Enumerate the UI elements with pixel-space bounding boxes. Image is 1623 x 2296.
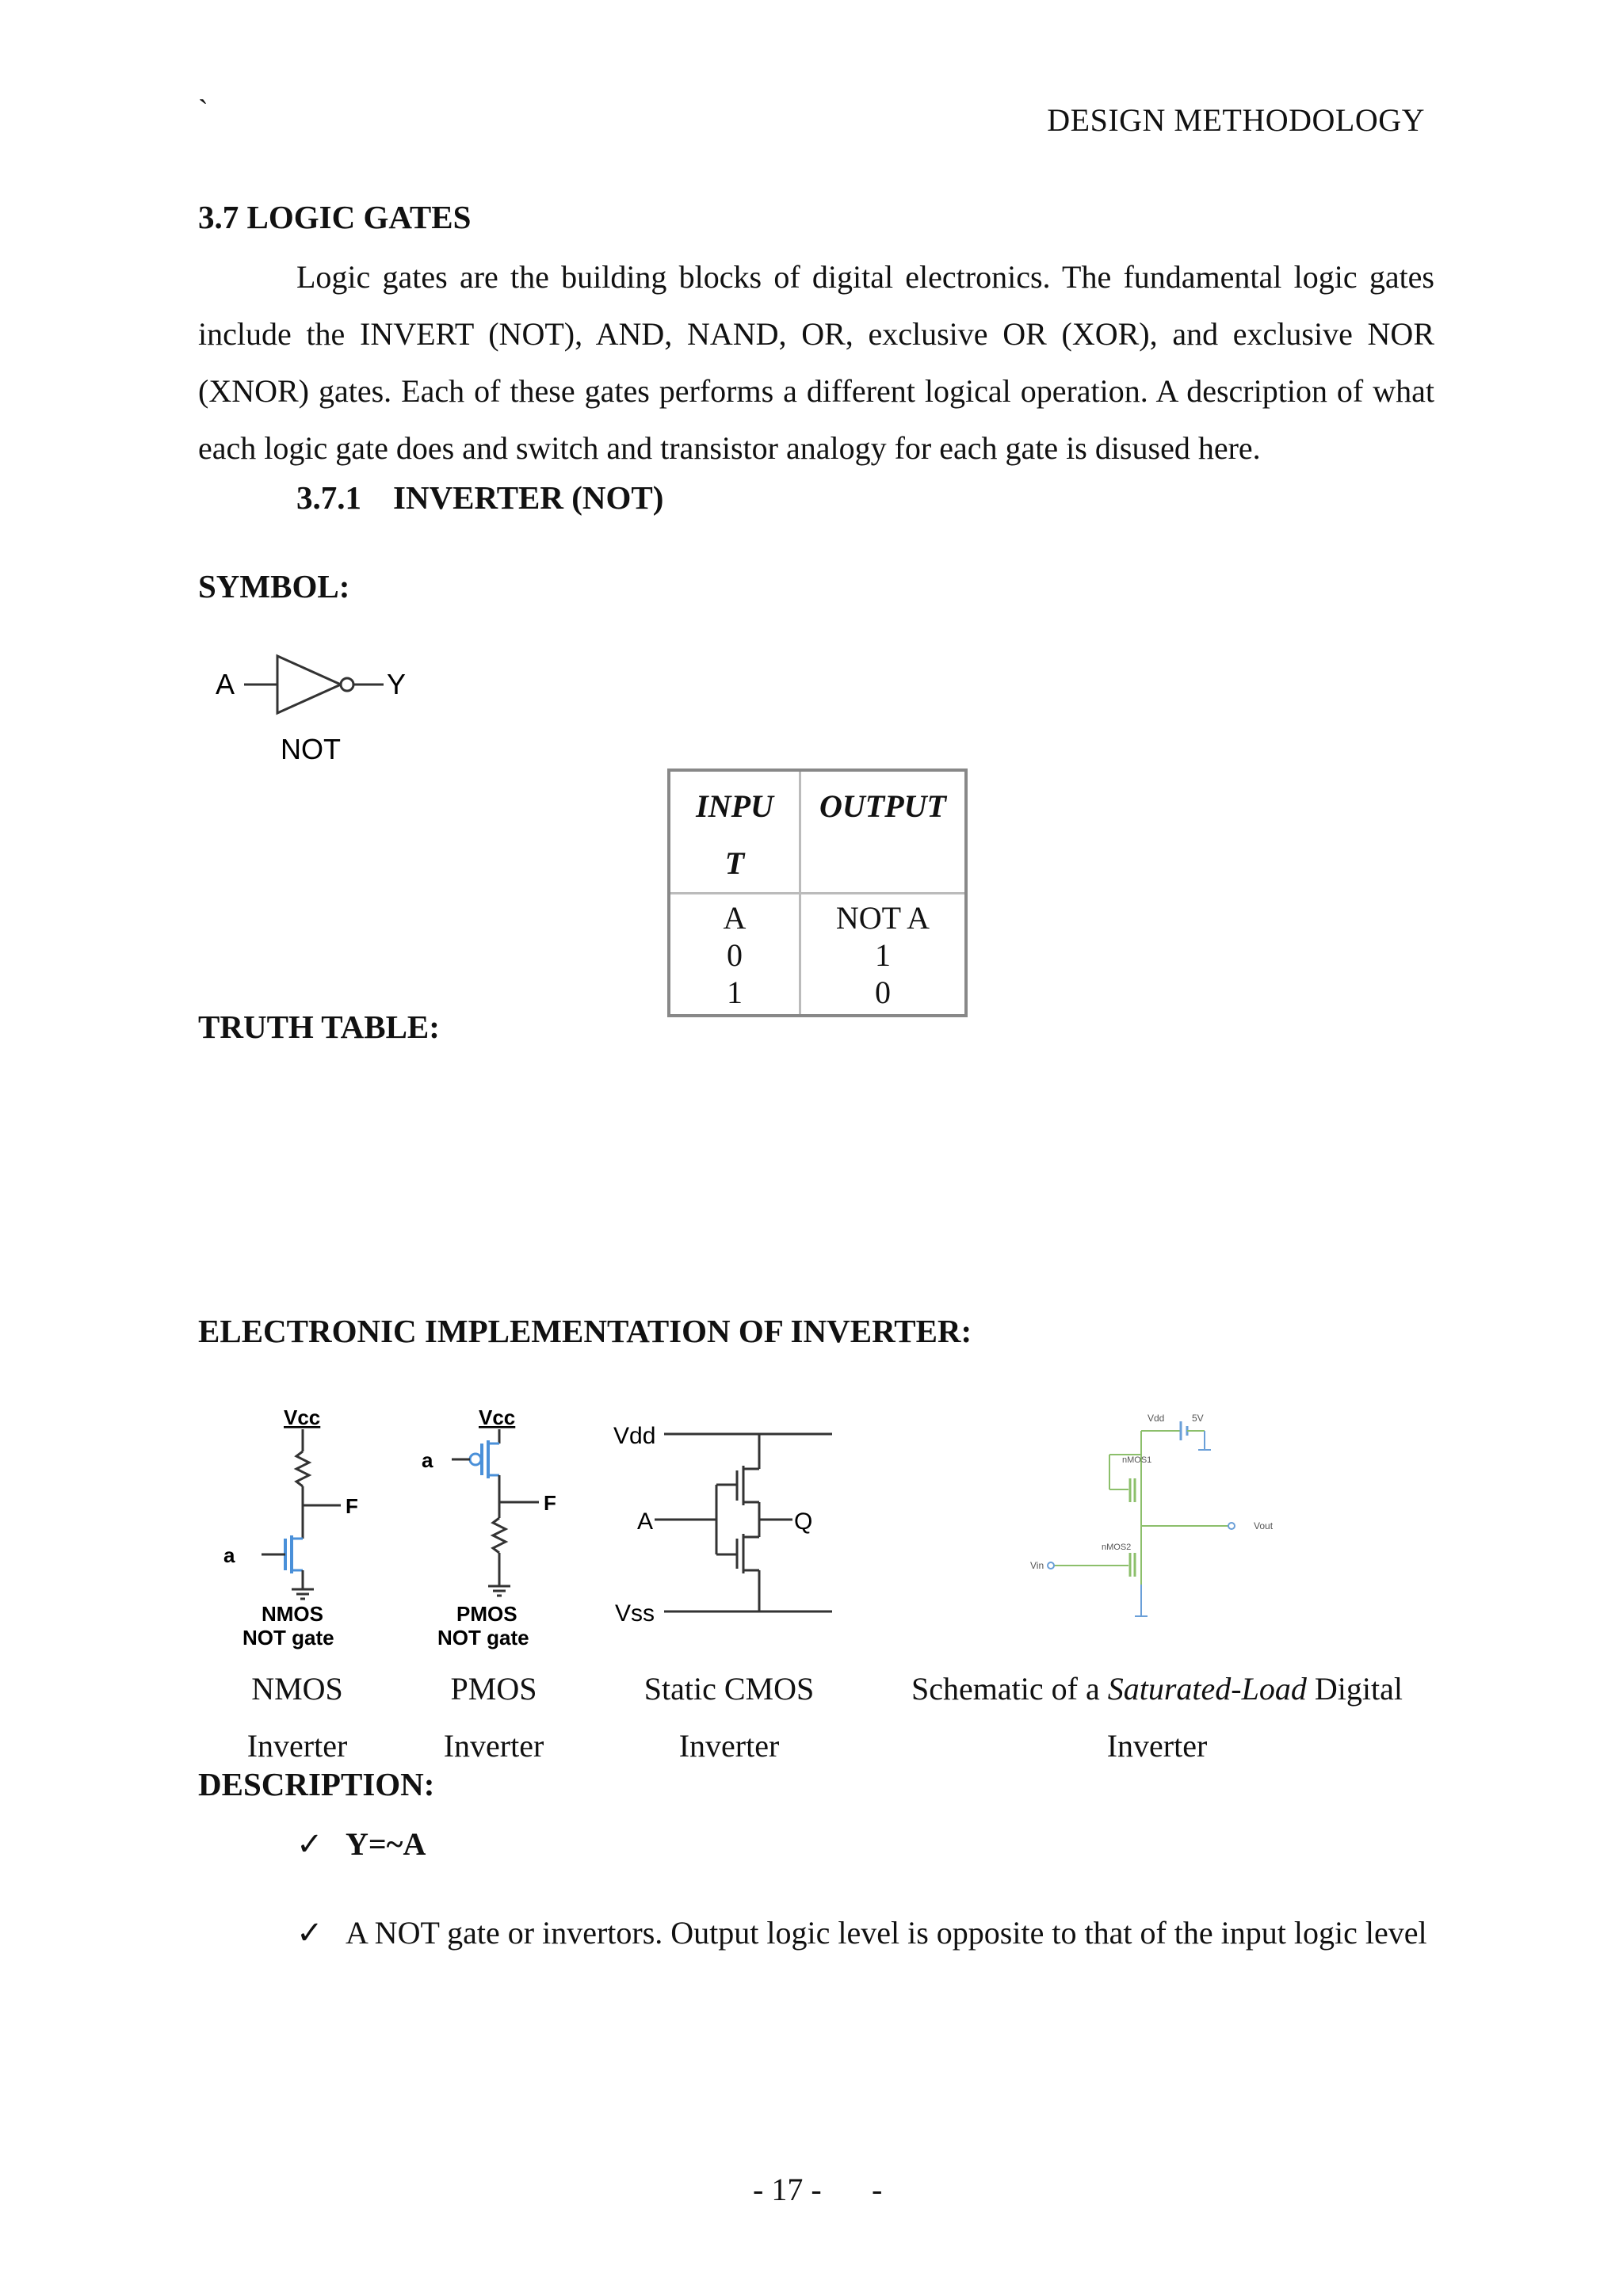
pmos-resistor xyxy=(493,1518,506,1553)
subsection-title: INVERTER (NOT) xyxy=(393,479,664,516)
pmos-title: PMOS xyxy=(456,1602,517,1626)
intro-paragraph: Logic gates are the building blocks of digital electronics. The fundamental logic gates include the INVERT (NOT), AND, NAND, OR, exclusive OR (XOR), and exclusive NOR (XNOR) gates. Each of these gates performs a different logical operation. A description of what each logic gate does and switch and transistor analogy for each gate is disused here. xyxy=(198,259,1434,466)
truth-table-header-row xyxy=(669,770,966,894)
section-heading: 3.7 LOGIC GATES xyxy=(198,199,472,235)
table-cell: 0 xyxy=(669,936,800,974)
cmos-vss-label: Vss xyxy=(615,1600,655,1627)
pmos-inverter-circuit xyxy=(412,1399,594,1653)
pmos-caption: PMOS Inverter xyxy=(443,1671,544,1764)
table-row xyxy=(669,974,966,1016)
electronic-label: ELECTRONIC IMPLEMENTATION OF INVERTER: xyxy=(198,1313,972,1349)
nmos-caption: NMOS Inverter xyxy=(246,1671,348,1764)
table-row xyxy=(669,936,966,974)
footer-dash: - xyxy=(872,2172,883,2207)
sat-driver-label: nMOS2 xyxy=(1102,1543,1132,1552)
symbol-input-label: A xyxy=(216,668,235,700)
sat-load-label: nMOS1 xyxy=(1122,1455,1152,1465)
symbol-triangle xyxy=(277,656,341,713)
nmos-subtitle: NOT gate xyxy=(242,1626,334,1650)
nmos-vcc-label: Vcc xyxy=(284,1405,321,1429)
pmos-subtitle: NOT gate xyxy=(437,1626,529,1650)
nmos-inverter-circuit xyxy=(214,1399,396,1653)
table-cell: NOT A xyxy=(835,900,930,936)
cmos-inverter-circuit xyxy=(609,1410,846,1640)
checkmark-icon: ✓ xyxy=(296,1826,323,1862)
sat-vout-label: Vout xyxy=(1254,1520,1274,1531)
description-label: DESCRIPTION: xyxy=(198,1766,435,1802)
table-cell: 1 xyxy=(875,937,891,973)
checkmark-icon: ✓ xyxy=(296,1915,323,1951)
truth-table-header-input: INPU T xyxy=(669,770,800,894)
not-gate-symbol xyxy=(208,650,430,776)
table-cell: A xyxy=(669,894,800,937)
sat-supply-label: 5V xyxy=(1192,1413,1204,1424)
symbol-gate-name: NOT xyxy=(281,733,341,765)
nmos-title: NMOS xyxy=(262,1602,323,1626)
nmos-resistor xyxy=(296,1451,309,1486)
sat-vin-label: Vin xyxy=(1030,1560,1044,1571)
symbol-output-label: Y xyxy=(387,668,407,700)
list-item: ✓ Y=~A xyxy=(296,1816,426,1873)
cmos-caption: Static CMOS Inverter xyxy=(643,1671,815,1764)
cmos-input-label: A xyxy=(637,1508,654,1535)
subsection-heading xyxy=(296,479,663,517)
table-row xyxy=(669,894,966,937)
saturated-load-inverter-circuit xyxy=(1030,1410,1292,1648)
table-cell: 1 xyxy=(669,974,800,1016)
running-header: DESIGN METHODOLOGY xyxy=(1047,102,1425,138)
table-cell: 0 xyxy=(875,974,891,1010)
truth-table xyxy=(667,769,968,1017)
page-number: - 17 - xyxy=(753,2172,822,2207)
page-tick: ` xyxy=(198,94,208,128)
pmos-input-label: a xyxy=(422,1448,433,1472)
nmos-output-label: F xyxy=(346,1494,358,1518)
symbol-bubble xyxy=(341,678,353,691)
nmos-input-label: a xyxy=(223,1543,235,1567)
pmos-output-label: F xyxy=(544,1491,556,1515)
cmos-output-label: Q xyxy=(794,1508,813,1535)
subsection-number: 3.7.1 xyxy=(296,479,361,516)
pmos-vcc-label: Vcc xyxy=(479,1405,516,1429)
truth-table-header-output: OUTPUT xyxy=(819,788,946,824)
saturated-caption: Schematic of a Saturated-Load Digital Inverter xyxy=(911,1671,1403,1764)
symbol-label: SYMBOL: xyxy=(198,568,350,605)
sat-vdd-label: Vdd xyxy=(1148,1413,1165,1424)
list-item: A NOT gate or invertors. Output logic level is opposite to that of the input logic level xyxy=(346,1915,1427,1951)
truth-table-label: TRUTH TABLE: xyxy=(198,1009,440,1045)
cmos-vdd-label: Vdd xyxy=(613,1423,656,1449)
